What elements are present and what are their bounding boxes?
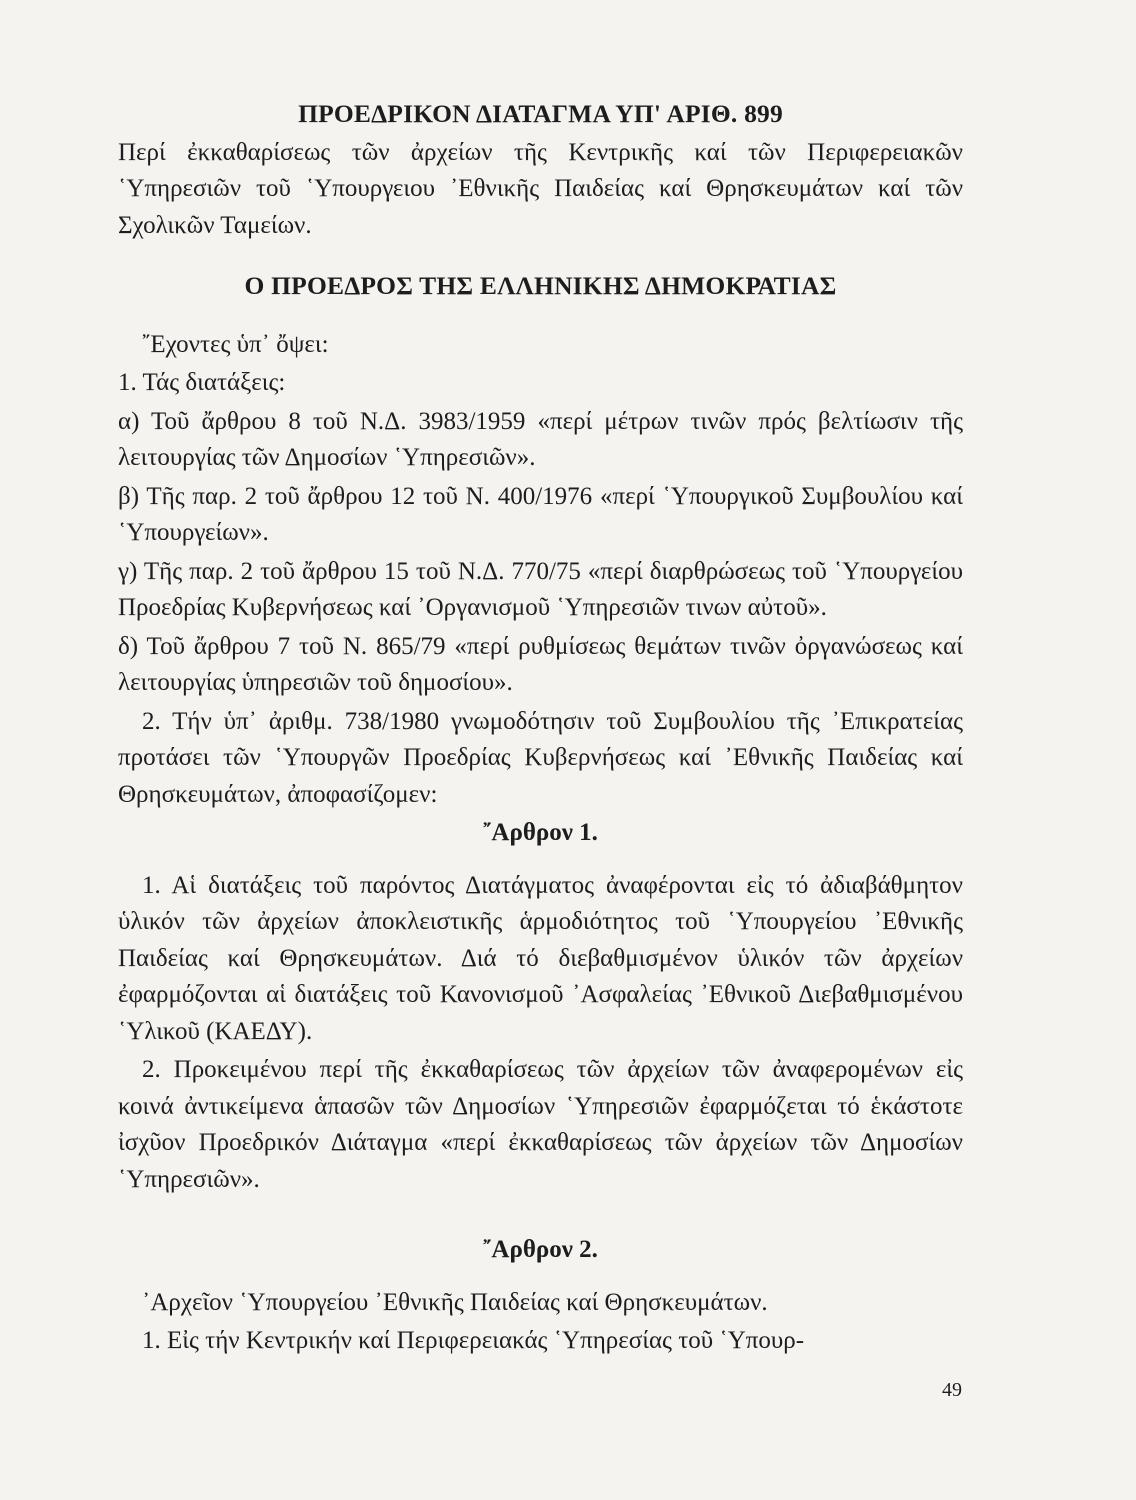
document-subtitle: Περί ἐκκαθαρίσεως τῶν ἀρχείων τῆς Κεντρικῆς καί τῶν Περιφερειακῶν ῾Υπηρεσιῶν τοῦ ῾Υπουργειου ᾽Εθνικῆς Παιδείας καί Θρησκευμάτων καί τῶν Σχολικῶν Ταμείων.	[118, 138, 963, 239]
article-2-intro: ᾽Αρχεῖον ῾Υπουργείου ᾽Εθνικῆς Παιδείας καί Θρησκευμάτων.	[142, 1288, 768, 1316]
section-heading-president: Ο ΠΡΟΕΔΡΟΣ ΤΗΣ ΕΛΛΗΝΙΚΗΣ ΔΗΜΟΚΡΑΤΙΑΣ	[244, 271, 837, 300]
item-1c: γ) Τῆς παρ. 2 τοῦ ἄρθρου 15 τοῦ Ν.Δ. 770/75 «περί διαρθρώσεως τοῦ ῾Υπουργείου Προεδρίας Κυβερνήσεως καί ᾽Οργανισμοῦ ῾Υπηρεσιῶν τινων αὐτοῦ».	[118, 557, 963, 621]
article-2-paragraph-1: 1. Εἰς τήν Κεντρικήν καί Περιφερειακάς ῾Υπηρεσίας τοῦ ῾Υπουρ-	[142, 1327, 805, 1354]
article-2-title: ῎Αρθρον 2.	[483, 1236, 598, 1263]
item-1-intro: 1. Τάς διατάξεις:	[118, 369, 286, 396]
item-1d: δ) Τοῦ ἄρθρου 7 τοῦ Ν. 865/79 «περί ρυθμίσεως θεμάτων τινῶν ὀργανώσεως καί λειτουργίας ὑπηρεσιῶν τοῦ δημοσίου».	[118, 632, 963, 696]
document-title: ΠΡΟΕΔΡΙΚΟΝ ΔΙΑΤΑΓΜΑ ΥΠ' ΑΡΙΘ. 899	[298, 99, 783, 128]
article-1-paragraph-1: 1. Αἱ διατάξεις τοῦ παρόντος Διατάγματος ἀναφέρονται εἰς τό ἀδιαβάθμητον ὑλικόν τῶν ἀρχείων ἀποκλειστικῆς ἁρμοδιότητος τοῦ ῾Υπουργείου ᾽Εθνικῆς Παιδείας καί Θρησκευμάτων. Διά τό διεβαθμισμένον ὑλικόν τῶν ἀρχείων ἐφαρμόζονται αἱ διατάξεις τοῦ Κανονισμοῦ ᾽Ασφαλείας ᾽Εθνικοῦ Διεβαθμισμένου ῾Υλικοῦ (ΚΑΕΔΥ).	[118, 871, 963, 1045]
article-1-paragraph-2: 2. Προκειμένου περί τῆς ἐκκαθαρίσεως τῶν ἀρχείων τῶν ἀναφερομένων εἰς κοινά ἀντικείμενα ἁπασῶν τῶν Δημοσίων ῾Υπηρεσιῶν ἐφαρμόζεται τό ἑκάστοτε ἰσχῦον Προεδρικόν Διάταγμα «περί ἐκκαθαρίσεως τῶν ἀρχείων τῶν Δημοσίων ῾Υπηρεσιῶν».	[118, 1056, 963, 1193]
item-1b: β) Τῆς παρ. 2 τοῦ ἄρθρου 12 τοῦ Ν. 400/1976 «περί ῾Υπουργικοῦ Συμβουλίου καί ῾Υπουργείων».	[118, 482, 963, 546]
document-text-block	[118, 96, 963, 1362]
having-in-view-line: ῎Εχοντες ὑπ᾽ ὄψει:	[142, 330, 329, 358]
article-1-title: ῎Αρθρον 1.	[483, 819, 598, 846]
item-1a: α) Τοῦ ἄρθρου 8 τοῦ Ν.Δ. 3983/1959 «περί μέτρων τινῶν πρός βελτίωσιν τῆς λειτουργίας τῶν Δημοσίων ῾Υπηρεσιῶν».	[118, 407, 963, 471]
page-number: 49	[942, 1379, 962, 1401]
item-2: 2. Τήν ὑπ᾽ ἀριθμ. 738/1980 γνωμοδότησιν τοῦ Συμβουλίου τῆς ᾽Επικρατείας προτάσει τῶν ῾Υπουργῶν Προεδρίας Κυβερνήσεως καί ᾽Εθνικῆς Παιδείας καί Θρησκευμάτων, ἀποφασίζομεν:	[118, 707, 963, 808]
